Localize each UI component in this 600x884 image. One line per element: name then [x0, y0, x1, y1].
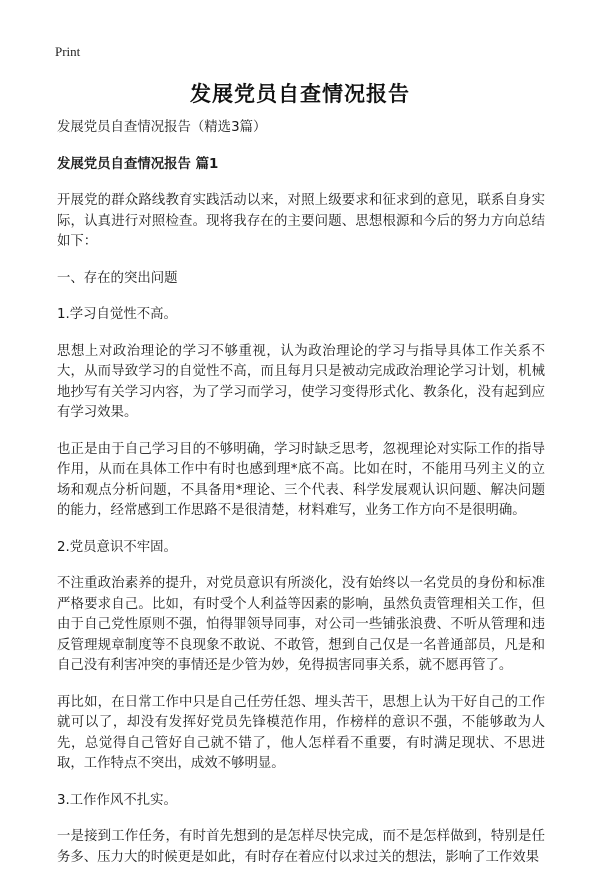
heading-3: 3.工作作风不扎实。 — [57, 792, 177, 808]
page-title: 发展党员自查情况报告 — [190, 82, 410, 106]
paragraph-2: 也正是由于自己学习目的不够明确，学习时缺乏思考，忽视理论对实际工作的指导作用，从而在具体工作中有时也感到理*底不高。比如在时，不能用马列主义的立场和观点分析问题，不具备用*理论、三个代表、科学发展观认识问题、解决问题的能力，经常感到工作思路不是很清楚，材料难写，业务工作方向不是很明确。 — [57, 441, 545, 518]
document-body — [57, 118, 545, 884]
section-heading: 发展党员自查情况报告 篇1 — [57, 156, 219, 172]
paragraph-5: 一是接到工作任务，有时首先想到的是怎样尽快完成，而不是怎样做到，特别是任务多、压力大的时候更是如此，有时存在着应付以求过关的想法，影响了工作效果 — [57, 829, 545, 865]
heading-2: 2.党员意识不牢固。 — [57, 539, 177, 555]
paragraph-3: 不注重政治素养的提升，对党员意识有所淡化，没有始终以一名党员的身份和标准严格要求自己。比如，有时受个人利益等因素的影响，虽然负责管理相关工作，但由于自己党性原则不强，怕得罪领导同事，对公司一些铺张浪费、不听从管理和违反管理规章制度等不良现象不敢说、不敢管，想到自己仅是一名普通部员，凡是和自己没有利害冲突的事情还是少管为妙，免得损害同事关系，就不愿再管了。 — [57, 576, 545, 673]
paragraph-intro: 开展党的群众路线教育实践活动以来，对照上级要求和征求到的意见，联系自身实际，认真进行对照检查。现将我存在的主要问题、思想根源和今后的努力方向总结如下： — [57, 193, 545, 249]
heading-1: 1.学习自觉性不高。 — [57, 307, 177, 322]
paragraph-4: 再比如，在日常工作中只是自己任劳任怨、埋头苦干，思想上认为干好自己的工作就可以了，却没有发挥好党员先锋模范作用，作榜样的意识不强，不能够敢为人先，总觉得自己管好自己就不错了，他人怎样看不重要，有时满足现状、不思进取，工作特点不突出，成效不够明显。 — [57, 694, 545, 771]
document-subtitle: 发展党员自查情况报告（精选3篇） — [57, 120, 267, 135]
heading-problems: 一、存在的突出问题 — [57, 270, 178, 286]
print-link[interactable]: Print — [55, 44, 81, 59]
paragraph-1: 思想上对政治理论的学习不够重视，认为政治理论的学习与指导具体工作关系不大，从而导致学习的自觉性不高，而且每月只是被动完成政治理论学习计划，机械地抄写有关学习内容，为了学习而学习，使学习变得形式化、教条化，没有起到应有学习效果。 — [57, 343, 545, 420]
